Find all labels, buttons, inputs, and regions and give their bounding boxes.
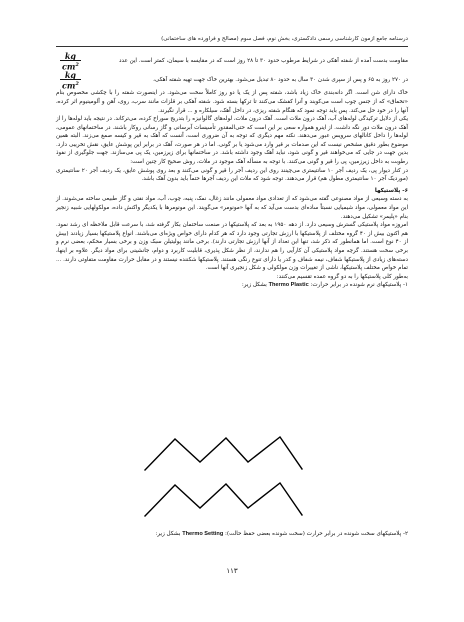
section-heading: ۶- پلاستیکها: [374, 187, 408, 194]
formula-line-1: [56, 52, 408, 71]
fraction-denominator: $cm^2$: [62, 61, 79, 72]
formula-line-2: [56, 71, 408, 90]
fraction-numerator: kg: [64, 51, 76, 61]
header-divider: [56, 46, 408, 47]
fraction-numerator: kg: [64, 69, 76, 80]
unit-fraction: [60, 71, 81, 90]
paragraph: امروزه مواد پلاستیکی گسترش وسیعی دارد. از دهه ۱۹۵۰ به بعد که پلاستیکها در صنعت ساختمان بکار گرفته شد، با سرعت قابل ملاحظه ای رشد نمود. هم اکنون بیش از ۴۰ گروه مختلف از پلاستیکها با ارزش تجارتی وجود دارد که هر کدام دارای خواص ویژه‌ای می‌باشند. انواع پلاستیکها بسیار زیادند (بیش از ۴۰ نوع است. اما همانطور که ذکر شد، تنها این تعداد از آنها ارزش تجارتی دارند). برخی مانند پولیتیلن سبک وزن و برخی بسیار محکم، بعضی نرم و برخی سخت هستند. گرچه مواد پلاستیکی آن کارآیی را هم ندارند، از نظر شکل پذیری، قابلیت کاربرد و دوام، جانشینی برای مواد دیگر. علاوه بر اینها، دسته‌های زیادی از پلاستیکها شفاف، نیمه شفاف و کدر یا دارای تنوع رنگی هستند. پلاستیکها شکننده نیستند و در مقابل حرارت مقاومت متفاوتی دارند. ... تمام خواص مختلف پلاستیکها، ناشی از تغییرات وزن مولکولی و شکل زنجیری آنها است.: [56, 222, 408, 272]
paragraph: یکی از دلایل ترکیدگی لوله‌های آب، آهک درون ملات است. آهک درون ملات، لوله‌های گالوانیزه را بتدریج سوراخ کرده، می‌ترکاند. در نتیجه باید لوله‌ها را از آهک درون ملات دور نگه داشت. از اینرو همواره سعی بر این است که حتی‌المقدور تأسیسات آبرسانی و گاز رسانی روکار باشند. در ساختمانهای عمومی، لوله‌ها را داخل کانالهای سرویس عبور می‌دهند. نکته مهم دیگری که توجه به آن ضروری است، آنست که آهک به قیر و کیسه صمغ می‌زند. البته همین موضوع بطور دقیق مشخص نیست که این صدمات بر قیر وارد می‌شود یا بر گونی. اما در هر صورت، آهک در برابر این پوشش عایق، نقش تخریبی دارد. بدین جهت در جایی که می‌خواهند قیر و گونی شود، نباید آهک وجود داشته باشد. در ساختمانها برای زیرزمین، یک پی می‌سازند. جهت جلوگیری از نفوذ رطوبت به داخل زیرزمین، پی را قیر و گونی می‌کنند. با توجه به مسأله آهک موجود در ملات، روش صحیح کار چنین است:: [56, 116, 408, 166]
body-text-line: در ۲۷۰ روز به ۶۵ و پس از سپری شدن ۳۰ سال به حدود ۸۰ تبدیل می‌شود. بهترین خاک جهت تهیه شفته آهکی،: [153, 76, 408, 83]
paragraph: خاک دارای شن است. اگر دانه‌بندی خاک زیاد باشد، شفته پس از یک یا دو روز کاملاً سخت می‌شود. در اینصورت شفته را با چکشی مخصوص بنام «تخماق» که از جنس چوب است می‌کوبند و آنرا کفشک می‌کنند تا ترکها بسته شود. شفته آهکی بر قلزات مانند سرب، روی، آهن و آلومینیوم اثر کرده، آنها را در خود حل می‌کند. پس باید توجه نمود که هنگام شفته ریزی، در داخل آهک، سیلکاره و ... قرار نگیرند.: [56, 90, 408, 114]
running-header: درسنامه جامع آزمون کارشناسی رسمی دادگستری، بخش نوم، فصل سوم (مصالح و فراورده های ساختمانی): [161, 36, 408, 42]
paragraph: در کنار دیوار پی، یک ردیف آجر ۱۰ سانتیمتری می‌چینند روی این ردیف آجر را قیر و گونی می‌کنند و بعد روی پوشش عایق، یک ردیف آجر ۲۰ سانتیمتری (موردیک آجر ۱۰ سانتیمتری مطول هم) قرار می‌دهند. توجه شود که ملات این ردیف آجرها حتماً باید بدون آهک باشد.: [56, 167, 408, 183]
page-body: [56, 52, 408, 290]
page-number: ۱۱۳: [226, 567, 238, 575]
unit-fraction: [60, 52, 81, 71]
list-item-thermoset: ۲- پلاستیکهای سخت شونده در برابر حرارت (سخت شونده بعضی حفظ حالت): Thermo Setting بشکل زیر:: [155, 531, 408, 537]
zigzag-polymer-chain-icon: [0, 432, 464, 476]
latin-term: Thermo Plastic: [268, 282, 309, 289]
thermoset-chain-diagram: [0, 478, 464, 522]
list-item-thermoplastic: ۱- پلاستیکهای نرم شونده در برابر حرارت: Thermo Plastic بشکل زیر:: [241, 282, 408, 289]
body-text-line: مقاومت بدست آمده از شفته آهکی در شرایط مرطوب حدود ۳۰ تا ۲۸ روز است که در مقایسه با سیمان، کمتر است. این عدد: [119, 58, 408, 65]
latin-term: Thermo Setting: [182, 531, 224, 537]
thermoplastic-chain-diagram: [0, 432, 464, 476]
paragraph: به دسته وسیعی از مواد مصنوعی گفته می‌شود که از تعدادی مواد معمولی مانند زغال، نمک، پنبه، چوب، آب، مواد نفتی و گاز طبیعی ساخته می‌شوند. از این مواد معمولی، مواد شیمیایی نسبتاً ساده‌ای بدست می‌آید که به آنها «مونومر» می‌گویند. این مونومرها با یکدیگر واکنش داده، مولکولهایی شبیه زنجیر بنام «پلیمر» تشکیل می‌دهند.: [56, 196, 408, 220]
fraction-denominator: $cm^2$: [62, 80, 79, 91]
crosslinked-polymer-chain-icon: [0, 478, 464, 522]
paragraph: به‌طور کلی پلاستیکها را به دو گروه عمده تقسیم می‌کنند:: [276, 273, 408, 280]
